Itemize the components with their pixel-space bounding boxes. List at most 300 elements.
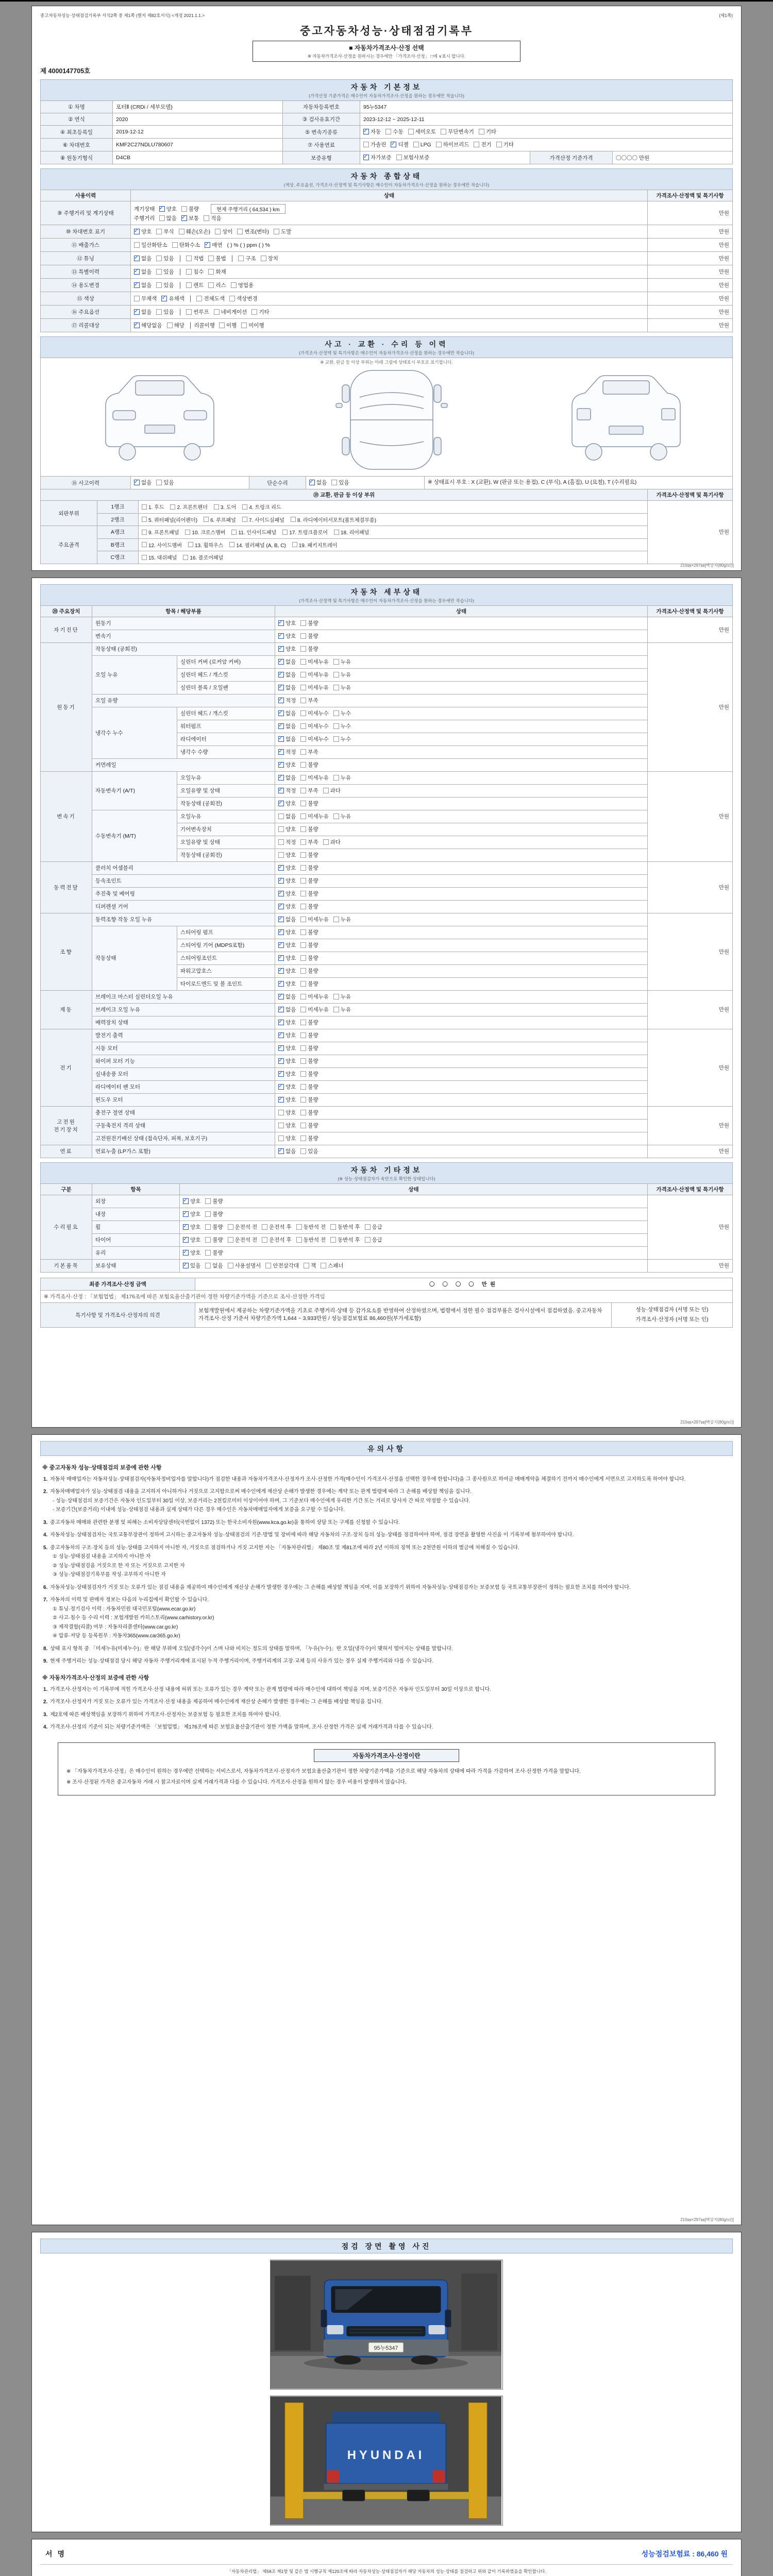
checkbox-미세누수[interactable] [300, 722, 329, 730]
checkbox-양호[interactable] [278, 903, 296, 910]
checkbox-불량[interactable] [300, 761, 318, 769]
checkbox-운전석 전[interactable] [228, 1223, 258, 1231]
checkbox-매연[interactable] [205, 241, 222, 249]
field-label: ⑦ 사용연료 [283, 139, 360, 151]
checkbox-미세누유[interactable] [300, 774, 329, 782]
checkbox-없음[interactable] [278, 671, 296, 679]
checkbox-보험사보증[interactable] [396, 154, 430, 161]
checkbox-부식[interactable] [156, 228, 174, 235]
panel-item[interactable] [188, 541, 223, 549]
checkbox-양호[interactable] [278, 1044, 296, 1052]
checkbox-미세누유[interactable] [300, 916, 329, 923]
checkbox-전체도색[interactable] [196, 295, 225, 302]
checkbox-양호[interactable] [278, 619, 296, 627]
checkbox-도말[interactable] [274, 228, 291, 235]
checkbox-양호[interactable] [278, 645, 296, 653]
checkbox-box-icon [278, 1007, 284, 1012]
checkbox-없음[interactable] [278, 709, 296, 717]
checkbox-없음[interactable] [205, 1262, 223, 1269]
checkbox-box-icon [183, 1198, 189, 1204]
checkbox-label: 양호 [285, 800, 296, 807]
checkbox-양호[interactable] [278, 864, 296, 872]
checkbox-안전삼각대[interactable] [265, 1262, 299, 1269]
checkbox-양호[interactable] [134, 228, 152, 235]
checkbox-동반석 전[interactable] [296, 1236, 326, 1244]
checkbox-가솔린[interactable] [363, 141, 386, 148]
checkbox-훼손(오손)[interactable] [179, 228, 211, 235]
checkbox-불량[interactable] [300, 1109, 318, 1116]
checkbox-불량[interactable] [300, 1134, 318, 1142]
checkbox-누유[interactable] [333, 658, 351, 666]
checkbox-적정[interactable] [278, 697, 296, 704]
checkbox-적음[interactable] [204, 214, 221, 222]
checkbox-있음[interactable] [331, 479, 349, 486]
checkbox-없음[interactable] [134, 255, 152, 262]
panel-item[interactable] [142, 528, 179, 536]
checkbox-양호[interactable] [278, 941, 296, 949]
checkbox-양호[interactable] [159, 205, 177, 213]
checkbox-box-icon [134, 480, 140, 485]
usage-item-label: ⑨ 주행거리 및 계기상태 [41, 201, 131, 225]
checkbox-없음[interactable] [278, 684, 296, 691]
checkbox-label: 세미오토 [415, 129, 436, 135]
checkbox-box-icon [391, 142, 396, 147]
checkbox-label: 양호 [190, 1224, 201, 1230]
panel-item-label: 3. 도어 [220, 505, 237, 511]
checkbox-적법[interactable] [186, 255, 204, 262]
panel-item[interactable] [142, 516, 197, 523]
checkbox-label: 누수 [340, 723, 351, 730]
checkbox-불량[interactable] [300, 800, 318, 807]
checkbox-누수[interactable] [333, 735, 351, 743]
price-cell: 만원 [648, 292, 733, 306]
checkbox-label: 불량 [308, 865, 318, 871]
checkbox-유채색[interactable] [161, 295, 184, 302]
checkbox-양호[interactable] [183, 1210, 200, 1218]
notice-number: 4. [43, 1724, 49, 1730]
checkbox-미세누수[interactable] [300, 709, 329, 717]
panel-item[interactable] [291, 516, 376, 523]
checkbox-구조[interactable] [238, 255, 256, 262]
checkbox-누유[interactable] [333, 993, 351, 1001]
notice-subitem: - 보증기간(보증거리) 이내에 성능·상태점검 내용과 실제 상태가 다른 경우 매수인은 자동차매매업자에게 보증을 요구할 수 있습니다. [53, 1507, 345, 1513]
checkbox-있음[interactable] [156, 281, 174, 289]
status-options [275, 1042, 648, 1055]
checkbox-label: 없음 [141, 309, 152, 315]
checkbox-없음[interactable] [278, 735, 296, 743]
checkbox-불량[interactable] [300, 1057, 318, 1065]
checkbox-응급[interactable] [365, 1223, 382, 1231]
final-price-value: 〇 〇 〇 〇 만원 [195, 1278, 733, 1290]
checkbox-불량[interactable] [300, 941, 318, 949]
part-checkbox-icon [142, 517, 147, 522]
checkbox-label: 리스 [215, 282, 226, 289]
checkbox-무단변속기[interactable] [441, 128, 474, 135]
checkbox-디젤[interactable] [391, 141, 408, 148]
checkbox-전기[interactable] [474, 141, 491, 148]
checkbox-양호[interactable] [278, 980, 296, 988]
checkbox-양호[interactable] [278, 1070, 296, 1078]
status-options [275, 720, 648, 733]
checkbox-불량[interactable] [205, 1236, 223, 1244]
part-name: 오일누유 [177, 810, 275, 823]
checkbox-양호[interactable] [278, 954, 296, 962]
checkbox-없음[interactable] [278, 1147, 296, 1155]
panel-item[interactable] [334, 528, 369, 536]
checkbox-label: 매연 [212, 242, 223, 248]
checkbox-없음[interactable] [278, 774, 296, 782]
checkbox-미세누유[interactable] [300, 993, 329, 1001]
checkbox-불량[interactable] [300, 1044, 318, 1052]
checkbox-부족[interactable] [300, 697, 318, 704]
panel-item[interactable] [142, 503, 164, 511]
checkbox-누수[interactable] [333, 722, 351, 730]
panel-item[interactable] [214, 503, 236, 511]
checkbox-양호[interactable] [278, 1096, 296, 1104]
checkbox-렌트[interactable] [186, 281, 204, 289]
overall-head-usage: 사용이력 [41, 190, 131, 201]
checkbox-box-icon [251, 309, 257, 315]
checkbox-양호[interactable] [278, 1134, 296, 1142]
checkbox-과다[interactable] [323, 838, 341, 846]
checkbox-리스[interactable] [208, 281, 226, 289]
panel-item[interactable] [204, 516, 236, 523]
checkbox-불량[interactable] [300, 619, 318, 627]
checkbox-적정[interactable] [278, 748, 296, 756]
checkbox-동반석 후[interactable] [330, 1223, 360, 1231]
checkbox-label: 없음 [212, 1262, 223, 1269]
checkbox-무채색[interactable] [134, 295, 157, 302]
checkbox-누유[interactable] [333, 774, 351, 782]
checkbox-미세누유[interactable] [300, 658, 329, 666]
text-segment: │ [178, 255, 182, 262]
panel-item[interactable] [170, 503, 207, 511]
checkbox-불량[interactable] [300, 1019, 318, 1026]
panel-item[interactable] [231, 528, 276, 536]
checkbox-불량[interactable] [300, 954, 318, 962]
checkbox-없음[interactable] [278, 993, 296, 1001]
checkbox-기타[interactable] [479, 128, 496, 135]
table-row [41, 887, 733, 900]
checkbox-양호[interactable] [183, 1223, 200, 1231]
checkbox-label: 디젤 [398, 142, 409, 148]
checkbox-미세누유[interactable] [300, 1006, 329, 1013]
checkbox-box-icon [156, 256, 162, 261]
checkbox-box-icon [186, 269, 192, 275]
checkbox-label: 양호 [285, 980, 296, 987]
checkbox-많음[interactable] [159, 214, 177, 222]
notice-item [43, 1518, 730, 1528]
checkbox-label: 무단변속기 [448, 129, 474, 135]
section-overall [40, 168, 733, 190]
panel-item[interactable] [292, 541, 338, 549]
checkbox-기타[interactable] [496, 141, 514, 148]
checkbox-누유[interactable] [333, 671, 351, 679]
checkbox-사용설명서[interactable] [228, 1262, 261, 1269]
checkbox-불량[interactable] [300, 890, 318, 897]
checkbox-미세누유[interactable] [300, 812, 329, 820]
checkbox-적정[interactable] [278, 838, 296, 846]
part-checkbox-icon [292, 542, 297, 547]
checkbox-응급[interactable] [365, 1236, 382, 1244]
checkbox-LPG[interactable] [413, 142, 431, 148]
price-survey-info-box [58, 1742, 715, 1795]
checkbox-운전석 후[interactable] [262, 1236, 292, 1244]
checkbox-보통[interactable] [181, 214, 199, 222]
checkbox-부족[interactable] [300, 838, 318, 846]
checkbox-label: 적정 [285, 787, 296, 794]
checkbox-상이[interactable] [215, 228, 232, 235]
checkbox-불량[interactable] [300, 645, 318, 653]
price-cell: 만원 [648, 252, 733, 265]
table-row [41, 990, 733, 1003]
checkbox-불량[interactable] [205, 1249, 223, 1257]
checkbox-스패너[interactable] [321, 1262, 343, 1269]
panel-item[interactable] [142, 553, 177, 561]
checkbox-없음[interactable] [134, 479, 152, 486]
checkbox-없음[interactable] [134, 281, 152, 289]
part-name: 오일누유 [177, 771, 275, 784]
field-value: 2023-12-12 ~ 2025-12-11 [360, 113, 733, 126]
checkbox-양호[interactable] [278, 1019, 296, 1026]
inspection-photo-front [270, 2260, 503, 2389]
panel-item[interactable] [183, 553, 223, 561]
device-group-label: 변속기 [41, 771, 92, 861]
part-name: 작동상태 (공회전) [177, 797, 275, 810]
checkbox-누유[interactable] [333, 1006, 351, 1013]
checkbox-box-icon [300, 929, 306, 935]
checkbox-불량[interactable] [300, 1096, 318, 1104]
checkbox-불법[interactable] [208, 255, 226, 262]
status-options [275, 810, 648, 823]
checkbox-label: 렌트 [193, 282, 204, 289]
notice-item [43, 1583, 730, 1592]
checkbox-box-icon [441, 129, 446, 134]
checkbox-침수[interactable] [186, 268, 204, 276]
checkbox-label: 변조(변타) [244, 229, 270, 235]
checkbox-양호[interactable] [278, 1109, 296, 1116]
panel-item-list [139, 538, 648, 551]
table-row [41, 265, 733, 279]
checkbox-잭[interactable] [304, 1262, 316, 1269]
field-value [360, 139, 733, 151]
item-name: 연료누출 (LP가스 포함) [92, 1145, 275, 1158]
status-line [134, 268, 644, 276]
checkbox-미세누수[interactable] [300, 735, 329, 743]
checkbox-불량[interactable] [300, 632, 318, 640]
checkbox-없음[interactable] [278, 722, 296, 730]
checkbox-양호[interactable] [278, 851, 296, 859]
checkbox-이행[interactable] [219, 321, 237, 329]
checkbox-불량[interactable] [300, 851, 318, 859]
checkbox-불량[interactable] [300, 877, 318, 885]
checkbox-label: 자동 [371, 129, 381, 135]
checkbox-양호[interactable] [278, 928, 296, 936]
sheet-photos [31, 2232, 742, 2532]
checkbox-양호[interactable] [278, 1057, 296, 1065]
checkbox-부족[interactable] [300, 787, 318, 794]
checkbox-box-icon [278, 1136, 284, 1141]
part-name: 파워고압호스 [177, 964, 275, 977]
checkbox-box-icon [238, 256, 244, 261]
checkbox-불량[interactable] [300, 1083, 318, 1091]
checkbox-box-icon [333, 814, 339, 819]
status-options [275, 617, 648, 630]
checkbox-썬루프[interactable] [186, 308, 209, 316]
checkbox-양호[interactable] [183, 1236, 200, 1244]
checkbox-양호[interactable] [183, 1197, 200, 1205]
device-group-label: 제동 [41, 990, 92, 1029]
checkbox-불량[interactable] [205, 1223, 223, 1231]
checkbox-불량[interactable] [300, 980, 318, 988]
checkbox-세미오토[interactable] [408, 128, 436, 135]
checkbox-불량[interactable] [205, 1210, 223, 1218]
checkbox-box-icon [278, 1123, 284, 1128]
checkbox-box-icon [300, 852, 306, 858]
checkbox-색상변경[interactable] [229, 295, 258, 302]
checkbox-box-icon [278, 994, 284, 999]
checkbox-미이행[interactable] [241, 321, 264, 329]
checkbox-자동[interactable] [363, 128, 381, 135]
checkbox-수동[interactable] [385, 128, 403, 135]
checkbox-있음[interactable] [156, 255, 174, 262]
price-survey-select-box[interactable] [253, 41, 520, 62]
checkbox-양호[interactable] [278, 825, 296, 833]
checkbox-영업용[interactable] [231, 281, 254, 289]
checkbox-네비게이션[interactable] [214, 308, 247, 316]
checkbox-box-icon [229, 296, 235, 301]
usage-status-cell [131, 265, 648, 279]
checkbox-없음[interactable] [278, 658, 296, 666]
checkbox-label: 구조 [245, 256, 256, 262]
section-notice-title: 유의사항 [367, 1444, 406, 1453]
checkbox-양호[interactable] [278, 1083, 296, 1091]
checkbox-화재[interactable] [208, 268, 226, 276]
price-cell: 만원 [648, 642, 733, 771]
checkbox-양호[interactable] [278, 632, 296, 640]
checkbox-양호[interactable] [278, 890, 296, 897]
form-reference-text: 중고자동차성능·상태점검기록부 서식2쪽 중 제1쪽 (별지 제82호서식) <개정 2021.1.1.> [40, 13, 205, 18]
checkbox-불량[interactable] [300, 1070, 318, 1078]
checkbox-누유[interactable] [333, 684, 351, 691]
checkbox-불량[interactable] [300, 903, 318, 910]
notice-item [43, 1710, 730, 1720]
panel-item[interactable] [229, 541, 285, 549]
text-segment: │ [230, 255, 234, 262]
checkbox-label: 누수 [340, 736, 351, 742]
status-options [180, 1246, 648, 1259]
checkbox-양호[interactable] [278, 1031, 296, 1039]
price-cell: 만원 [648, 913, 733, 990]
checkbox-box-icon [300, 762, 306, 768]
notice-number: 9. [43, 1658, 49, 1664]
notice-text: 가격조사·산정자가 거짓 또는 오류가 있는 가격조사·산정 내용을 제공하여 매수인에게 재산상 손해가 발생한 경우에는 그 손해를 배상할 책임을 집니다. [50, 1699, 383, 1705]
checkbox-해당[interactable] [167, 321, 184, 329]
checkbox-양호[interactable] [278, 800, 296, 807]
status-options [275, 668, 648, 681]
checkbox-양호[interactable] [278, 1122, 296, 1129]
checkbox-양호[interactable] [183, 1249, 200, 1257]
checkbox-box-icon [300, 620, 306, 626]
checkbox-있음[interactable] [156, 308, 174, 316]
checkbox-해당없음[interactable] [134, 321, 162, 329]
checkbox-불량[interactable] [300, 1031, 318, 1039]
checkbox-label: 누유 [340, 916, 351, 923]
checkbox-있음[interactable] [156, 479, 174, 486]
notice-item [43, 1475, 730, 1484]
checkbox-box-icon [300, 1148, 306, 1154]
checkbox-불량[interactable] [300, 928, 318, 936]
checkbox-불량[interactable] [300, 864, 318, 872]
other-item-name: 내장 [92, 1208, 180, 1221]
panel-item-label: 19. 패키지트레이 [298, 543, 338, 549]
panel-item[interactable] [242, 516, 284, 523]
checkbox-자가보증[interactable] [363, 154, 392, 161]
checkbox-부족[interactable] [300, 748, 318, 756]
checkbox-누유[interactable] [333, 916, 351, 923]
checkbox-불량[interactable] [205, 1197, 223, 1205]
checkbox-없음[interactable] [278, 916, 296, 923]
checkbox-운전석 후[interactable] [262, 1223, 292, 1231]
checkbox-탄화수소[interactable] [172, 241, 200, 249]
checkbox-불량[interactable] [181, 205, 199, 213]
checkbox-없음[interactable] [278, 812, 296, 820]
panel-item[interactable] [185, 528, 225, 536]
checkbox-있음[interactable] [300, 1147, 318, 1155]
checkbox-기타[interactable] [251, 308, 269, 316]
checkbox-하이브리드[interactable] [436, 141, 469, 148]
checkbox-양호[interactable] [278, 877, 296, 885]
panel-item[interactable] [242, 503, 281, 511]
checkbox-누수[interactable] [333, 709, 351, 717]
checkbox-없음[interactable] [134, 308, 152, 316]
checkbox-과다[interactable] [323, 787, 341, 794]
checkbox-변조(변타)[interactable] [237, 228, 269, 235]
checkbox-box-icon [300, 672, 306, 677]
checkbox-미세누유[interactable] [300, 671, 329, 679]
checkbox-운전석 전[interactable] [228, 1236, 258, 1244]
checkbox-없음[interactable] [278, 1006, 296, 1013]
table-row [41, 201, 733, 225]
checkbox-양호[interactable] [278, 761, 296, 769]
checkbox-box-icon [134, 309, 140, 315]
checkbox-불량[interactable] [300, 1122, 318, 1129]
checkbox-box-icon [156, 480, 162, 485]
checkbox-label: 도말 [281, 229, 292, 235]
checkbox-불량[interactable] [300, 825, 318, 833]
checkbox-있음[interactable] [156, 268, 174, 276]
checkbox-불량[interactable] [300, 967, 318, 975]
status-line [134, 255, 644, 262]
checkbox-양호[interactable] [278, 967, 296, 975]
table-row [41, 126, 733, 139]
checkbox-label: 적음 [211, 215, 222, 222]
checkbox-있음[interactable] [183, 1262, 200, 1269]
status-options [275, 964, 648, 977]
panel-item[interactable] [282, 528, 328, 536]
panel-category: 주요골격 [41, 526, 97, 564]
checkbox-없음[interactable] [309, 479, 327, 486]
checkbox-미세누유[interactable] [300, 684, 329, 691]
checkbox-누유[interactable] [333, 812, 351, 820]
checkbox-일산화탄소[interactable] [134, 241, 167, 249]
checkbox-적정[interactable] [278, 787, 296, 794]
checkbox-동반석 전[interactable] [296, 1223, 326, 1231]
checkbox-없음[interactable] [134, 268, 152, 276]
checkbox-장치[interactable] [261, 255, 278, 262]
checkbox-동반석 후[interactable] [330, 1236, 360, 1244]
panel-item[interactable] [142, 541, 182, 549]
